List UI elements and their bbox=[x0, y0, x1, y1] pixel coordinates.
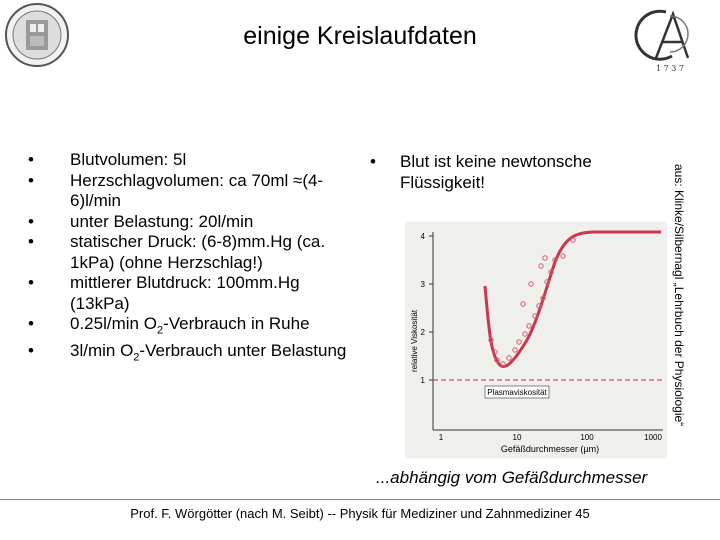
figure-caption: ...abhängig vom Gefäßdurchmesser bbox=[376, 468, 648, 487]
footer-divider bbox=[0, 499, 720, 500]
page-title: einige Kreislaufdaten bbox=[243, 22, 477, 50]
svg-text:3: 3 bbox=[420, 280, 425, 289]
svg-text:100: 100 bbox=[580, 433, 594, 442]
footer-text: Prof. F. Wörgötter (nach M. Seibt) -- Physik für Mediziner und Zahnmediziner 45 bbox=[130, 506, 590, 521]
svg-text:Plasmaviskosität: Plasmaviskosität bbox=[487, 388, 547, 397]
list-item: • statischer Druck: (6-8)mm.Hg (ca. 1kPa) (ohne Herzschlag!) bbox=[28, 232, 348, 273]
svg-text:4: 4 bbox=[420, 232, 425, 241]
svg-text:1: 1 bbox=[420, 376, 425, 385]
list-item: • unter Belastung: 20l/min bbox=[28, 212, 348, 233]
right-bullet-list bbox=[370, 152, 650, 193]
svg-text:2: 2 bbox=[420, 328, 425, 337]
list-item: • Herzschlagvolumen: ca 70ml ≈(4-6)l/min bbox=[28, 171, 348, 212]
source-credit: aus: Klinke/Silbernagl „Lehrbuch der Physiologie“ bbox=[672, 164, 686, 427]
list-item: • Blut ist keine newtonsche Flüssigkeit! bbox=[370, 152, 650, 193]
list-item: • mittlerer Blutdruck: 100mm.Hg (13kPa) bbox=[28, 273, 348, 314]
svg-text:1: 1 bbox=[438, 433, 444, 442]
svg-text:relative Viskosität: relative Viskosität bbox=[410, 309, 419, 372]
svg-text:10: 10 bbox=[512, 433, 522, 442]
left-bullet-list bbox=[28, 150, 348, 368]
o2-rest: • 0.25l/min $O_2$-Verbrauch in Ruhe bbox=[70, 314, 310, 337]
svg-text:1 7 3 7: 1 7 3 7 bbox=[656, 64, 684, 73]
list-item bbox=[28, 341, 348, 368]
list-item bbox=[28, 314, 348, 341]
list-item: • Blutvolumen: 5l bbox=[28, 150, 348, 171]
svg-text:Gefäßdurchmesser (µm): Gefäßdurchmesser (µm) bbox=[500, 444, 600, 454]
viscosity-figure bbox=[405, 222, 667, 458]
o2-load: • 3l/min $O_2$-Verbrauch unter Belastung bbox=[70, 340, 347, 364]
svg-text:1000: 1000 bbox=[644, 433, 662, 442]
